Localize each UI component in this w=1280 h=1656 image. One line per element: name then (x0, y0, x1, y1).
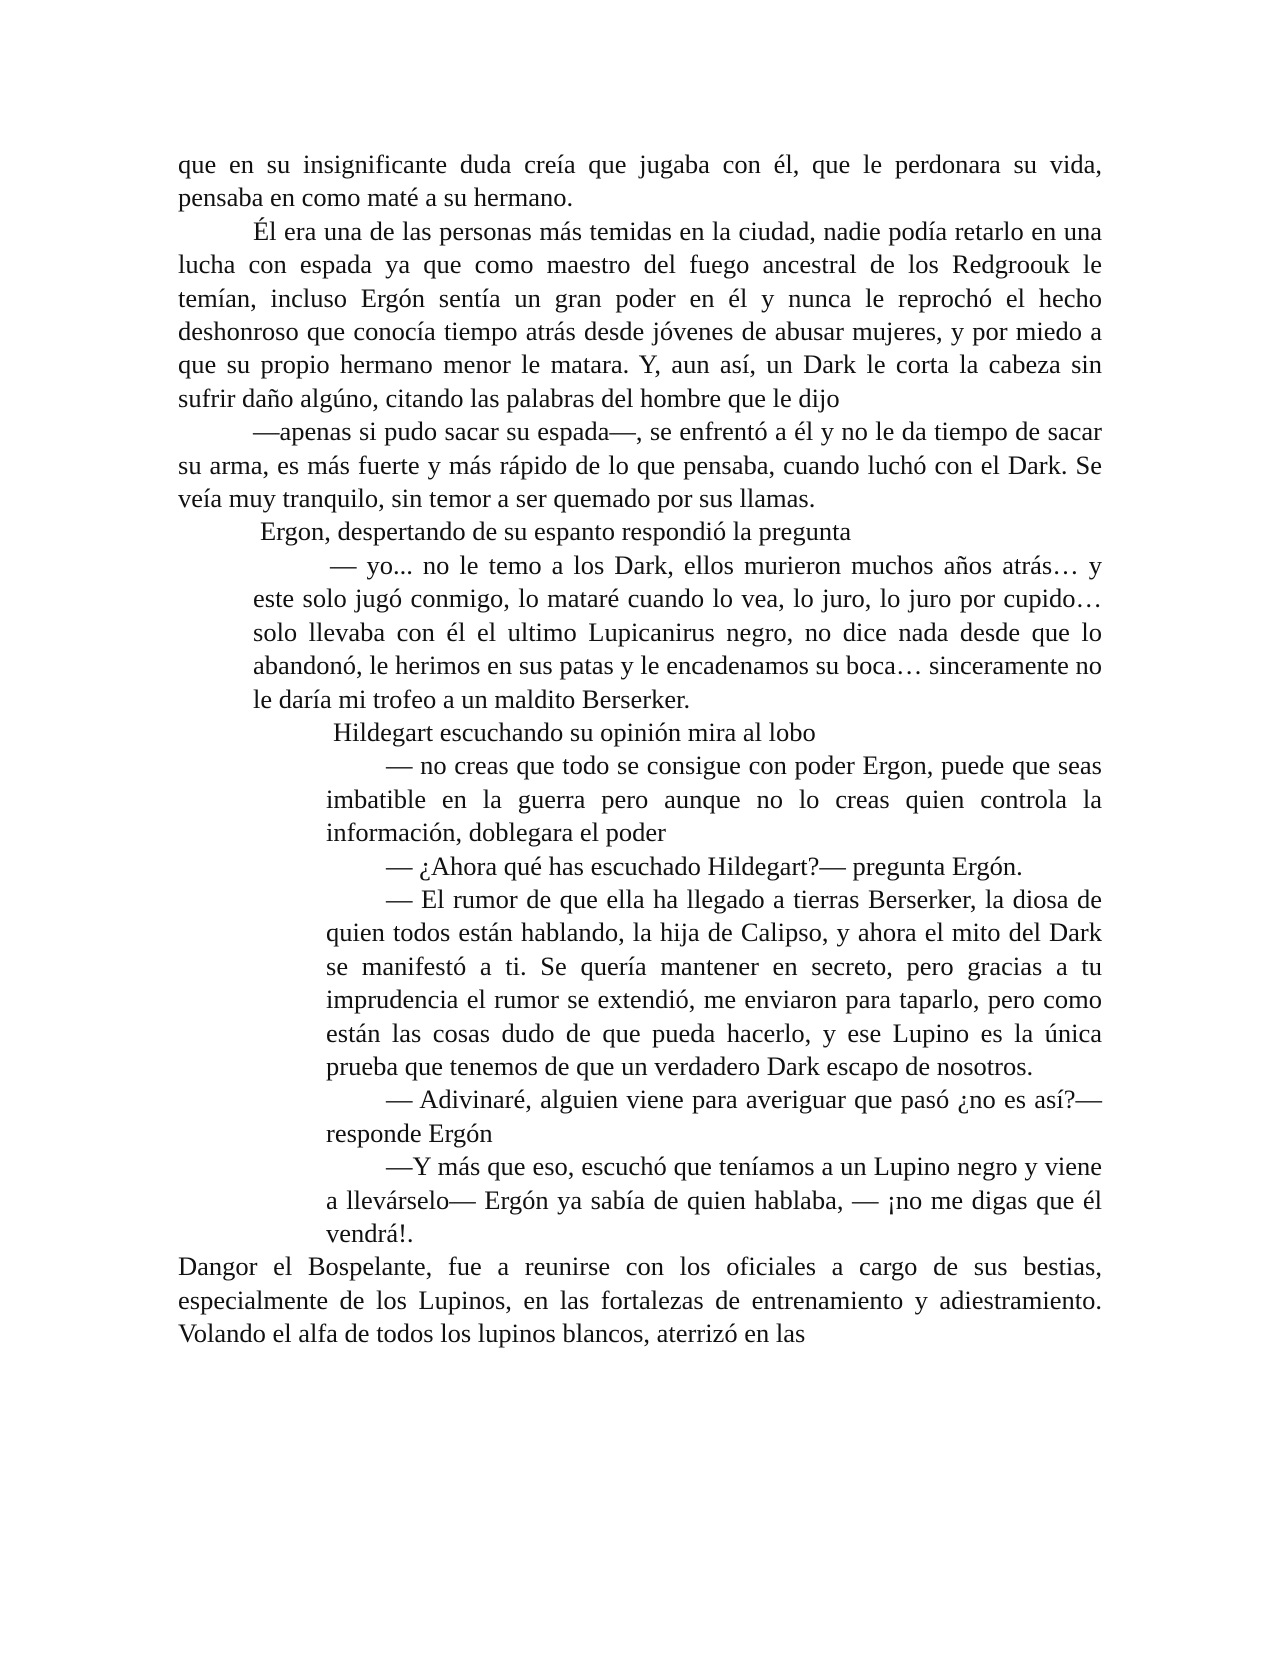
paragraph-dialogue: — El rumor de que ella ha llegado a tierras Berserker, la diosa de quien todos están hablando, la hija de Calipso, y ahora el mito del Dark se manifestó a ti. Se quería mantener en secreto, pero gracias a tu imprudencia el rumor se extendió, me enviaron para taparlo, pero como están las cosas dudo de que pueda hacerlo, y ese Lupino es la única prueba que tenemos de que un verdadero Dark escapo de nosotros. (326, 883, 1102, 1081)
paragraph-dialogue: — no creas que todo se consigue con poder Ergon, puede que seas imbatible en la guerra pero aunque no lo creas quien controla la información, doblegara el poder (326, 750, 1102, 848)
paragraph-narration-short: Hildegart escuchando su opinión mira al lobo (333, 716, 816, 747)
paragraph-dialogue: — yo... no le temo a los Dark, ellos murieron muchos años atrás… y este solo jugó conmigo, lo mataré cuando lo vea, lo juro, lo juro por cupido… solo llevaba con él el ultimo Lupicanirus negro, no dice nada desde que lo abandonó, le herimos en sus patas y le encadenamos su boca… sinceramente no le daría mi trofeo a un maldito Berserker. (253, 549, 1102, 714)
paragraph-continuation: que en su insignificante duda creía que jugaba con él, que le perdonara su vida, pensaba en como maté a su hermano. (178, 149, 1102, 213)
paragraph-narration: Dangor el Bospelante, fue a reunirse con los oficiales a cargo de sus bestias, especialmente de los Lupinos, en las fortalezas de entrenamiento y adiestramiento. Volando el alfa de todos los lupinos blancos, aterrizó en las (178, 1251, 1102, 1349)
page-body-text (178, 148, 1102, 1351)
paragraph-narration-short: Ergon, despertando de su espanto respondió la pregunta (260, 516, 852, 547)
paragraph-dialogue: —Y más que eso, escuchó que teníamos a un Lupino negro y viene a llevárselo— Ergón ya sabía de quien hablaba, — ¡no me digas que él vendrá!. (326, 1151, 1102, 1248)
paragraph-narration: —apenas si pudo sacar su espada—, se enfrentó a él y no le da tiempo de sacar su arma, es más fuerte y más rápido de lo que pensaba, cuando luchó con el Dark. Se veía muy tranquilo, sin temor a ser quemado por sus llamas. (178, 416, 1102, 514)
paragraph-dialogue: — ¿Ahora qué has escuchado Hildegart?— pregunta Ergón. (386, 850, 1023, 881)
paragraph-narration: Él era una de las personas más temidas en la ciudad, nadie podía retarlo en una lucha con espada ya que como maestro del fuego ancestral de los Redgroouk le temían, incluso Ergón sentía un gran poder en él y nunca le reprochó el hecho deshonroso que conocía tiempo atrás desde jóvenes de abusar mujeres, y por miedo a que su propio hermano menor le matara. Y, aun así, un Dark le corta la cabeza sin sufrir daño algúno, citando las palabras del hombre que le dijo (178, 215, 1102, 413)
paragraph-dialogue: — Adivinaré, alguien viene para averiguar que pasó ¿no es así?— responde Ergón (326, 1084, 1102, 1148)
